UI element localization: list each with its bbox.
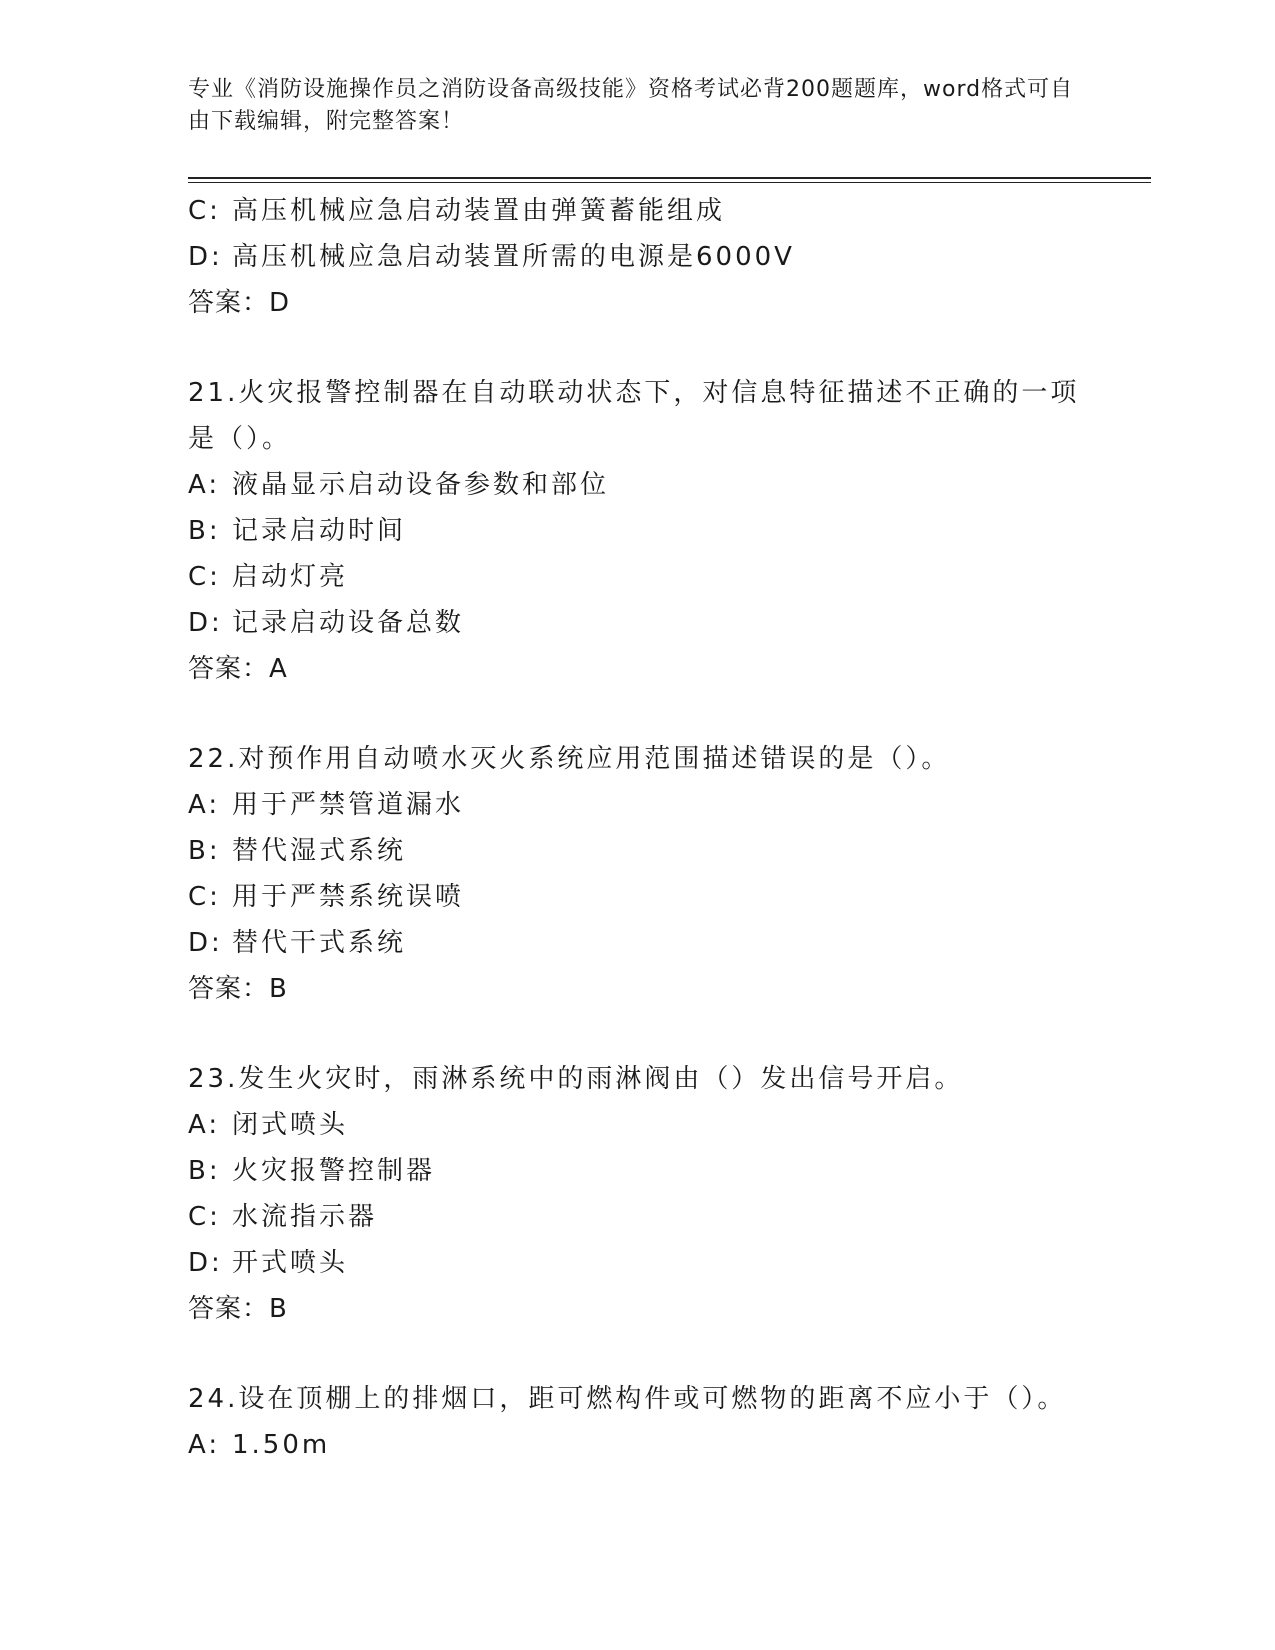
option-c bbox=[188, 554, 1088, 600]
option-text: 1.50m bbox=[232, 1430, 331, 1460]
option-text: 闭式喷头 bbox=[232, 1110, 349, 1140]
option-label: A: bbox=[188, 1110, 221, 1140]
option-d bbox=[188, 234, 1088, 280]
option-text: 开式喷头 bbox=[232, 1248, 349, 1278]
question-title: 22.对预作用自动喷水灭火系统应用范围描述错误的是（）。 bbox=[188, 744, 951, 774]
option-label: B: bbox=[188, 516, 221, 546]
option-text: 用于严禁系统误喷 bbox=[232, 882, 465, 912]
option-label: C: bbox=[188, 1202, 221, 1232]
option-a bbox=[188, 1422, 1088, 1468]
option-text: 水流指示器 bbox=[232, 1202, 378, 1232]
option-label: C: bbox=[188, 562, 221, 592]
question-list bbox=[188, 188, 1088, 1468]
document-title: 专业《消防设施操作员之消防设备高级技能》资格考试必背200题题库，word格式可自由下载编辑，附完整答案！ bbox=[188, 77, 1074, 134]
question-24 bbox=[188, 1376, 1088, 1468]
option-text: 记录启动设备总数 bbox=[232, 608, 465, 638]
option-c bbox=[188, 1194, 1088, 1240]
question-title-line-1: 21.火灾报警控制器在自动联动状态下，对信息特征描述不正确的一项 bbox=[188, 378, 1080, 408]
answer: 答案：A bbox=[188, 654, 288, 684]
option-label: A: bbox=[188, 790, 221, 820]
option-b bbox=[188, 1148, 1088, 1194]
option-label: A: bbox=[188, 1430, 221, 1460]
option-b bbox=[188, 508, 1088, 554]
option-label: C: bbox=[188, 882, 221, 912]
question-title-line-2: 是（）。 bbox=[188, 424, 292, 454]
option-label: A: bbox=[188, 470, 221, 500]
option-label: D: bbox=[188, 608, 223, 638]
option-label: D: bbox=[188, 242, 223, 272]
option-c bbox=[188, 874, 1088, 920]
option-text: 高压机械应急启动装置由弹簧蓄能组成 bbox=[232, 196, 726, 226]
option-text: 液晶显示启动设备参数和部位 bbox=[232, 470, 610, 500]
answer: 答案：D bbox=[188, 288, 291, 318]
option-c bbox=[188, 188, 1088, 234]
header-divider-top bbox=[188, 177, 1151, 179]
option-text: 启动灯亮 bbox=[232, 562, 349, 592]
question-20-continued bbox=[188, 188, 1088, 326]
option-label: B: bbox=[188, 836, 221, 866]
answer: 答案：B bbox=[188, 1294, 288, 1324]
option-label: D: bbox=[188, 928, 223, 958]
question-22 bbox=[188, 736, 1088, 1012]
option-text: 记录启动时间 bbox=[232, 516, 407, 546]
option-text: 替代湿式系统 bbox=[232, 836, 407, 866]
option-d bbox=[188, 1240, 1088, 1286]
option-text: 替代干式系统 bbox=[232, 928, 407, 958]
option-a bbox=[188, 462, 1088, 508]
option-d bbox=[188, 600, 1088, 646]
header-divider-bottom bbox=[188, 182, 1151, 183]
document-header bbox=[188, 74, 1088, 138]
question-23 bbox=[188, 1056, 1088, 1332]
question-title: 24.设在顶棚上的排烟口，距可燃构件或可燃物的距离不应小于（）。 bbox=[188, 1384, 1067, 1414]
question-title: 23.发生火灾时，雨淋系统中的雨淋阀由（）发出信号开启。 bbox=[188, 1064, 964, 1094]
option-a bbox=[188, 782, 1088, 828]
option-text: 用于严禁管道漏水 bbox=[232, 790, 465, 820]
question-21 bbox=[188, 370, 1088, 692]
option-d bbox=[188, 920, 1088, 966]
option-b bbox=[188, 828, 1088, 874]
option-text: 火灾报警控制器 bbox=[232, 1156, 436, 1186]
answer: 答案：B bbox=[188, 974, 288, 1004]
option-label: D: bbox=[188, 1248, 223, 1278]
option-label: B: bbox=[188, 1156, 221, 1186]
option-label: C: bbox=[188, 196, 221, 226]
option-a bbox=[188, 1102, 1088, 1148]
option-text: 高压机械应急启动装置所需的电源是6000V bbox=[232, 242, 795, 272]
